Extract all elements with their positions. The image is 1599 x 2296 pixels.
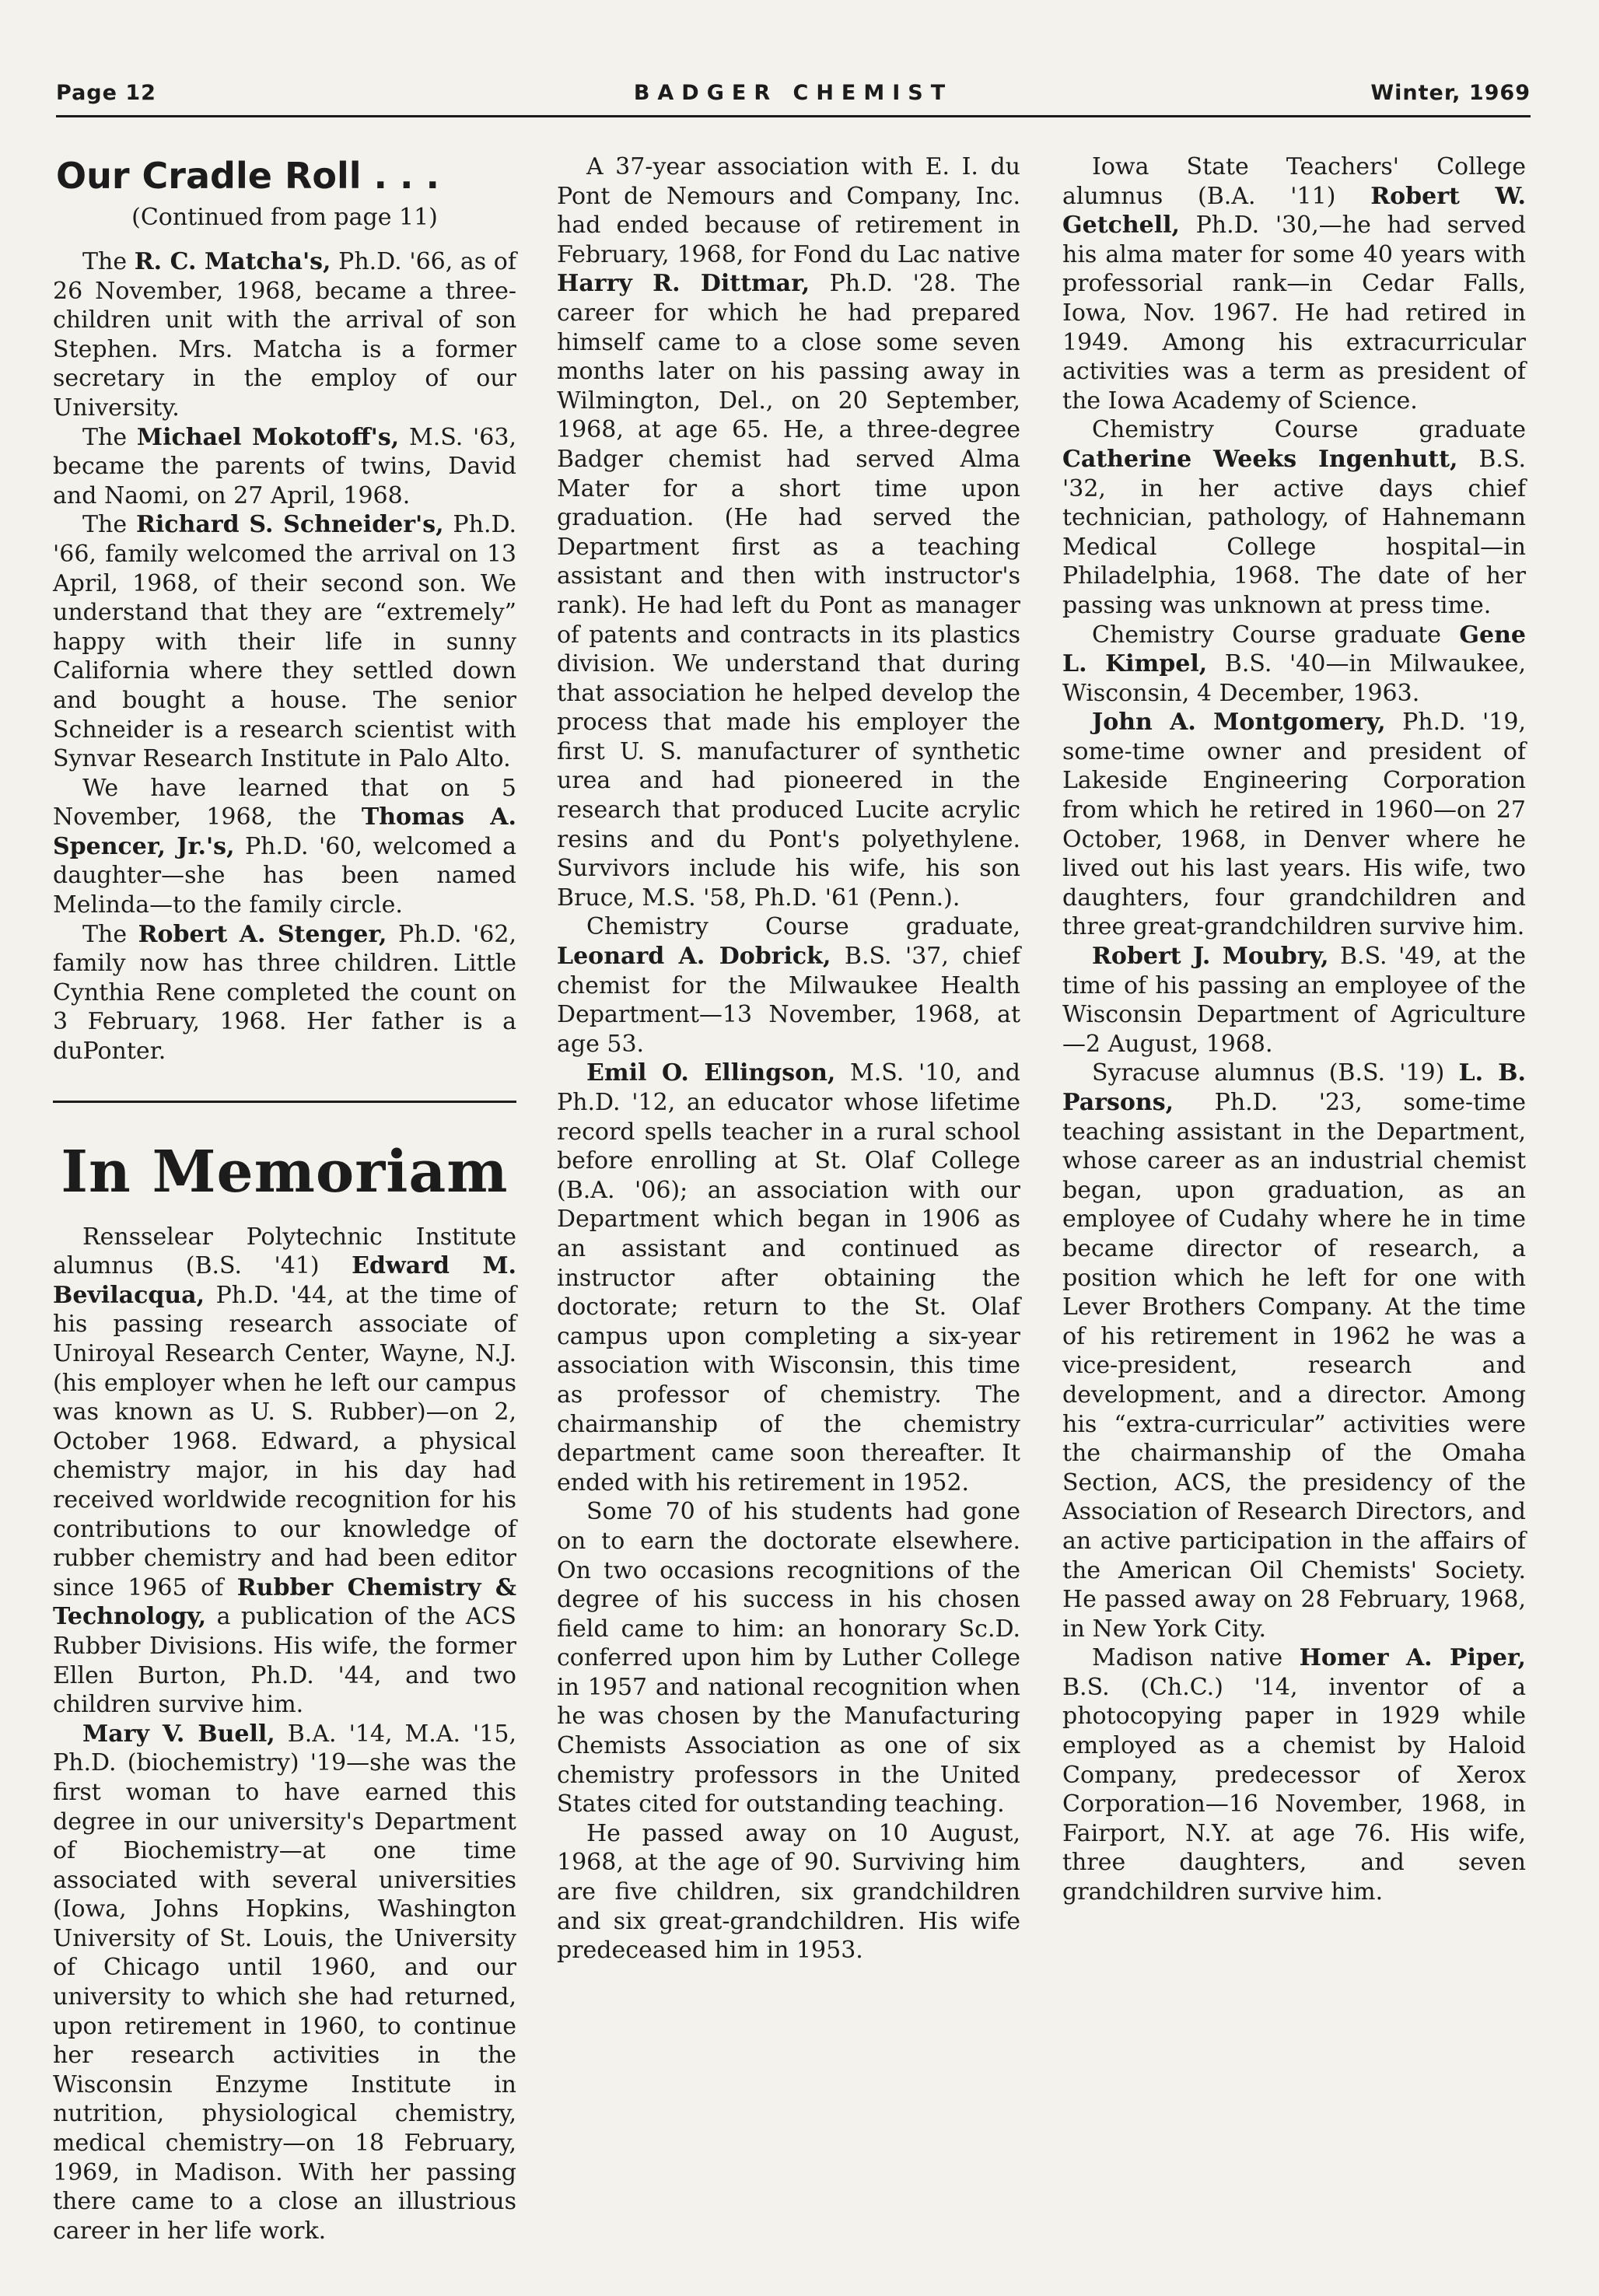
obituary: A 37-year association with E. I. du Pont de Nemours and Company, Inc. had ended because of retirement in February, 1968, for Fond du Lac native Harry R. Dittmar, Ph.D. '28. The career for which he had prepared himself came to a close some seven months later on his passing away in Wilmington, Del., on 20 September, 1968, at age 65. He, a three-degree Badger chemist had served Alma Mater for a short time upon graduation. (He had served the Department first as a teaching assistant and then with instructor's rank). He had left du Pont as manager of patents and contracts in its plastics division. We understand that during that association he helped develop the process that made his employer the first U. S. manufacturer of synthetic urea and had pioneered in the research that produced Lucite acrylic resins and du Pont's polyethylene. Survivors include his wife, his son Bruce, M.S. '58, Ph.D. '61 (Penn.).	[557, 153, 1021, 912]
birth-announcement: The R. C. Matcha's, Ph.D. '66, as of 26 November, 1968, became a three-children unit with the arrival of son Stephen. Mrs. Matcha is a former secretary in the employ of our University.	[53, 248, 516, 422]
obituary: Emil O. Ellingson, M.S. '10, and Ph.D. '12, an educator whose lifetime record spells teacher in a rural school before enrolling at St. Olaf College (B.A. '06); an association with our Department which began in 1906 as an assistant and continued as instructor after obtaining the doctorate; return to the St. Olaf campus upon completing a six-year association with Wisconsin, this time as professor of chemistry. The chairmanship of the chemistry department came soon thereafter. It ended with his retirement in 1952.	[557, 1059, 1021, 1496]
issue-date: Winter, 1969	[1370, 81, 1531, 105]
header-rule	[56, 115, 1531, 117]
obituary: Chemistry Course graduate Gene L. Kimpel, B.S. '40—in Milwaukee, Wisconsin, 4 December, 1963.	[1062, 621, 1526, 707]
column-1	[53, 152, 516, 2245]
obituary: Madison native Homer A. Piper, B.S. (Ch.C.) '14, inventor of a photocopying paper in 1929 while employed as a chemist by Haloid Company, predecessor of Xerox Corporation—16 November, 1968, in Fairport, N.Y. at age 76. His wife, three daughters, and seven grandchildren survive him.	[1062, 1644, 1526, 1906]
obituary: Syracuse alumnus (B.S. '19) L. B. Parsons, Ph.D. '23, some-time teaching assistant in the Department, whose career as an industrial chemist began, upon graduation, as an employee of Cudahy where he in time became director of research, a position which he left for one with Lever Brothers Company. At the time of his retirement in 1962 he was a vice-president, research and development, and a director. Among his “extra-curricular” activities were the chairmanship of the Omaha Section, ACS, the presidency of the Association of Research Directors, and an active participation in the affairs of the American Oil Chemists' Society. He passed away on 28 February, 1968, in New York City.	[1062, 1059, 1526, 1643]
column-3	[1062, 152, 1526, 1907]
birth-announcement: The Michael Mokotoff's, M.S. '63, became the parents of twins, David and Naomi, on 27 April, 1968.	[53, 423, 516, 509]
birth-announcement: The Robert A. Stenger, Ph.D. '62, family now has three children. Little Cynthia Rene completed the count on 3 February, 1968. Her father is a duPonter.	[53, 920, 516, 1066]
publication-title: BADGER CHEMIST	[633, 81, 953, 105]
page-header	[56, 81, 1531, 117]
obituary: Chemistry Course graduate Catherine Weeks Ingenhutt, B.S. '32, in her active days chief technician, pathology, of Hahnemann Medical College hospital—in Philadelphia, 1968. The date of her passing was unknown at press time.	[1062, 416, 1526, 619]
obituary: Rensselear Polytechnic Institute alumnus (B.S. '41) Edward M. Bevilacqua, Ph.D. '44, at the time of his passing research associate of Uniroyal Research Center, Wayne, N.J. (his employer when he left our campus was known as U. S. Rubber)—on 2, October 1968. Edward, a physical chemistry major, in his day had received worldwide recognition for his contributions to our knowledge of rubber chemistry and had been editor since 1965 of Rubber Chemistry & Technology, a publication of the ACS Rubber Divisions. His wife, the former Ellen Burton, Ph.D. '44, and two children survive him.	[53, 1223, 516, 1719]
obituary: Chemistry Course graduate, Leonard A. Dobrick, B.S. '37, chief chemist for the Milwaukee Health Department—13 November, 1968, at age 53.	[557, 913, 1020, 1058]
obituary: Robert J. Moubry, B.S. '49, at the time of his passing an employee of the Wisconsin Department of Agriculture—2 August, 1968.	[1062, 943, 1526, 1058]
page-number: Page 12	[56, 81, 156, 105]
column-2	[557, 152, 1020, 1965]
birth-announcement: The Richard S. Schneider's, Ph.D. '66, family welcomed the arrival on 13 April, 1968, of their second son. We understand that they are “extremely” happy with their life in sunny California where they settled down and bought a house. The senior Schneider is a research scientist with Synvar Research Institute in Palo Alto.	[53, 511, 516, 773]
continued-note: (Continued from page 11)	[131, 204, 438, 231]
obituary: Iowa State Teachers' College alumnus (B.A. '11) Robert W. Getchell, Ph.D. '30,—he had served his alma mater for some 40 years with professorial rank—in Cedar Falls, Iowa, Nov. 1967. He had retired in 1949. Among his extracurricular activities was a term as president of the Iowa Academy of Science.	[1062, 153, 1526, 415]
memoriam-heading: In Memoriam	[61, 1138, 509, 1206]
obituary-paragraph: Some 70 of his students had gone on to earn the doctorate elsewhere. On two occasions recognitions of the degree of his success in his chosen field came to him: an honorary Sc.D. conferred upon him by Luther College in 1957 and national recognition when he was chosen by the Manufacturing Chemists Association as one of six chemistry professors in the United States cited for outstanding teaching.	[557, 1498, 1020, 1818]
obituary: Mary V. Buell, B.A. '14, M.A. '15, Ph.D. (biochemistry) '19—she was the first woman to have earned this degree in our university's Department of Biochemistry—at one time associated with several universities (Iowa, Johns Hopkins, Washington University of St. Louis, the University of Chicago until 1960, and our university to which she had returned, upon retirement in 1960, to continue her research activities in the Wisconsin Enzyme Institute in nutrition, physiological chemistry, medical chemistry—on 18 February, 1969, in Madison. With her passing there came to a close an illustrious career in her life work.	[53, 1720, 516, 2245]
birth-announcement: We have learned that on 5 November, 1968, the Thomas A. Spencer, Jr.'s, Ph.D. '60, welcomed a daughter—she has been named Melinda—to the family circle.	[53, 774, 517, 919]
section-divider	[53, 1101, 516, 1103]
obituary-paragraph: He passed away on 10 August, 1968, at the age of 90. Surviving him are five children, six grandchildren and six great-grandchildren. His wife predeceased him in 1953.	[557, 1819, 1020, 1965]
obituary: John A. Montgomery, Ph.D. '19, some-time owner and president of Lakeside Engineering Corporation from which he retired in 1960—on 27 October, 1968, in Denver where he lived out his last years. His wife, two daughters, four grandchildren and three great-grandchildren survive him.	[1062, 709, 1527, 941]
cradle-roll-heading: Our Cradle Roll . . .	[56, 155, 439, 197]
